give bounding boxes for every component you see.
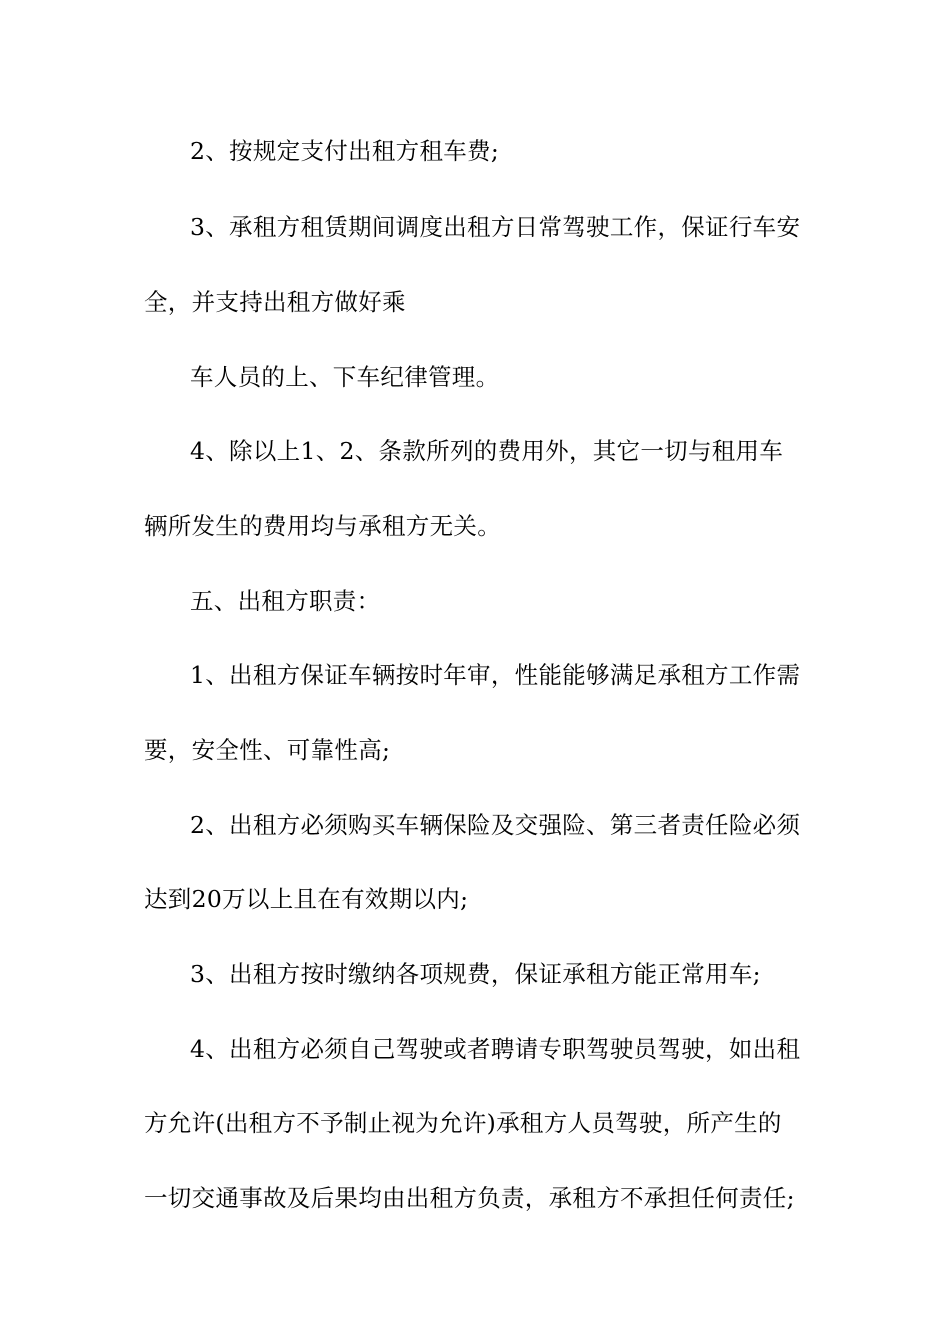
paragraph-line: 3、出租方按时缴纳各项规费，保证承租方能正常用车; xyxy=(190,960,761,988)
paragraph-line: 3、承租方租赁期间调度出租方日常驾驶工作，保证行车安 xyxy=(190,213,801,241)
paragraph-line: 4、出租方必须自己驾驶或者聘请专职驾驶员驾驶，如出租 xyxy=(190,1035,801,1063)
paragraph-line: 4、除以上1、2、条款所列的费用外，其它一切与租用车 xyxy=(190,437,784,465)
paragraph-line: 辆所发生的费用均与承租方无关。 xyxy=(144,512,501,540)
paragraph-line: 达到20万以上且在有效期以内; xyxy=(144,885,469,913)
paragraph-line: 一切交通事故及后果均由出租方负责，承租方不承担任何责任; xyxy=(144,1184,795,1212)
paragraph-line: 全，并支持出租方做好乘 xyxy=(144,288,406,316)
paragraph-line: 车人员的上、下车纪律管理。 xyxy=(190,363,500,391)
paragraph-line: 2、按规定支付出租方租车费; xyxy=(190,137,500,165)
paragraph-line: 方允许(出租方不予制止视为允许)承租方人员驾驶，所产生的 xyxy=(144,1109,782,1137)
paragraph-line: 1、出租方保证车辆按时年审，性能能够满足承租方工作需 xyxy=(190,661,801,689)
paragraph-line: 2、出租方必须购买车辆保险及交强险、第三者责任险必须 xyxy=(190,811,801,839)
paragraph-line: 要，安全性、可靠性高; xyxy=(144,736,391,764)
section-heading: 五、出租方职责： xyxy=(190,587,381,615)
